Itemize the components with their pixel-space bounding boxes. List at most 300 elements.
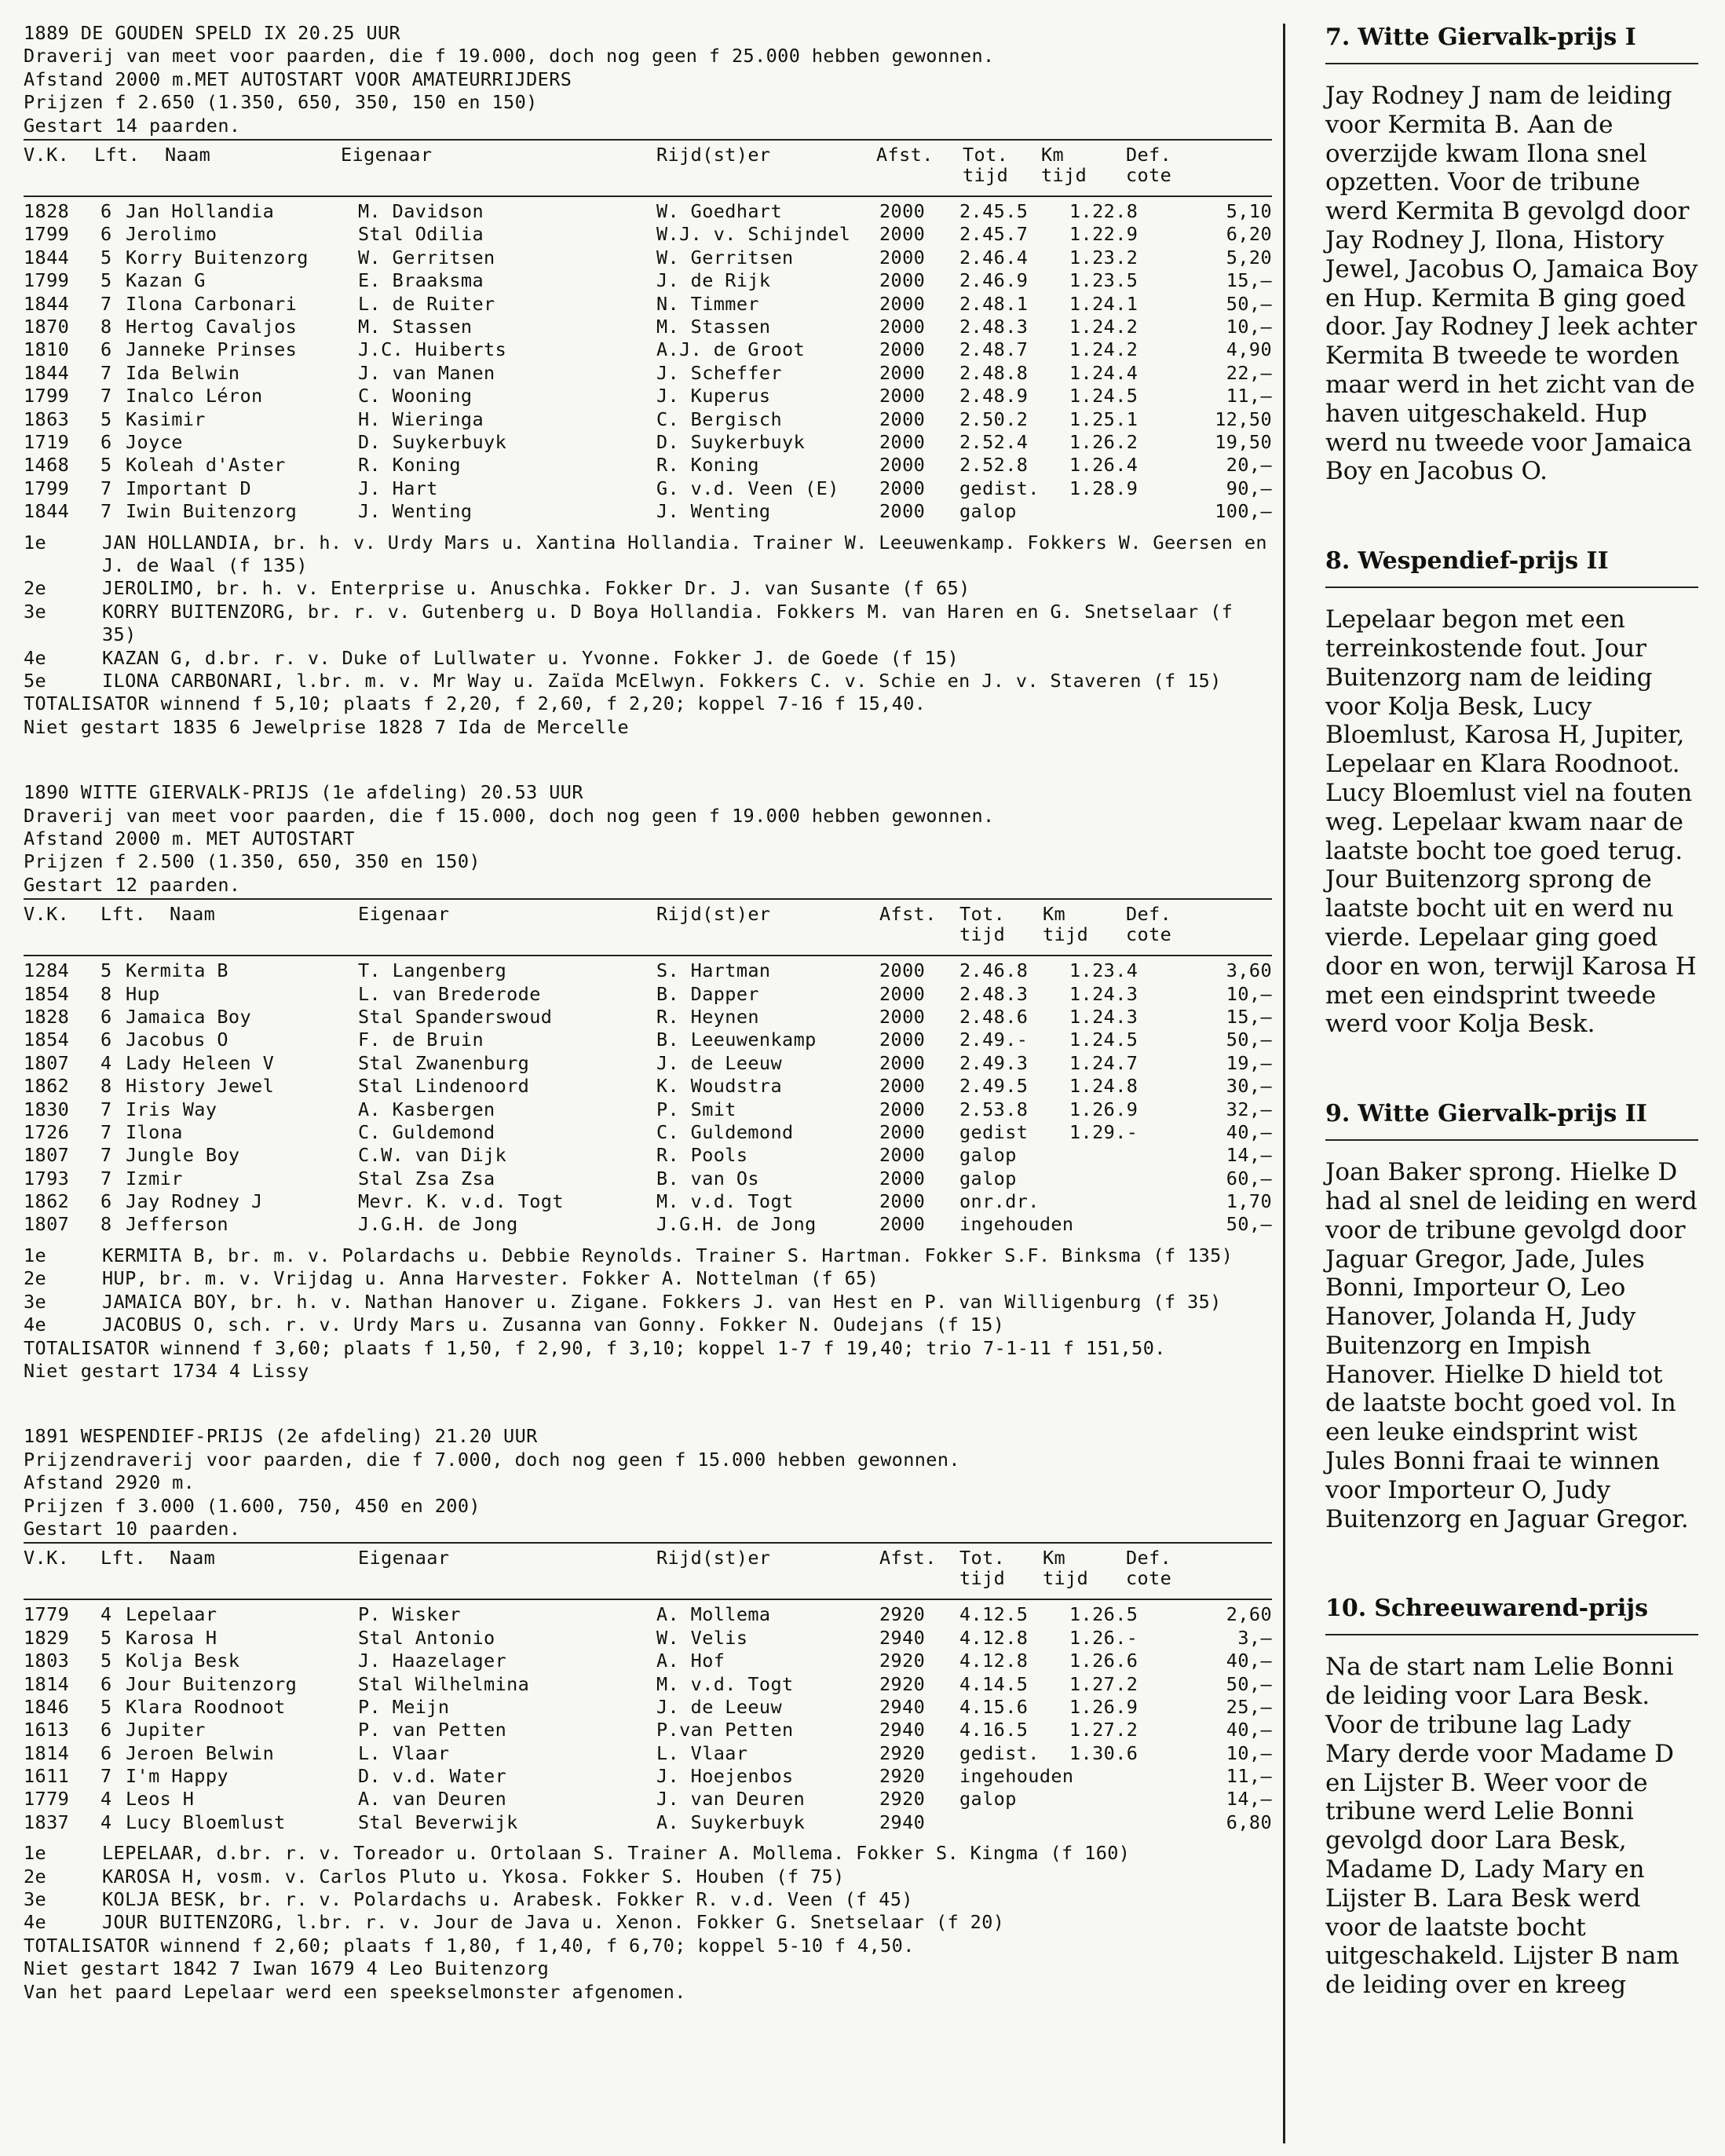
race-prizes: Prijzen f 3.000 (1.600, 750, 450 en 200) <box>24 1494 481 1517</box>
table-row <box>24 316 1272 338</box>
finish-position: 4e <box>24 1911 47 1934</box>
finish-position: 5e <box>24 669 47 692</box>
col-naam: Naam <box>170 903 216 926</box>
distance-cell: 2000 <box>879 982 926 1005</box>
distance-cell: 2000 <box>879 477 926 499</box>
km-time-cell: 1.29.- <box>1069 1120 1138 1143</box>
horse-name-cell: Janneke Prinses <box>126 338 298 361</box>
horse-name-cell: Ilona <box>126 1120 183 1143</box>
finish-description: JAN HOLLANDIA, br. h. v. Urdy Mars u. Xantina Hollandia. Trainer W. Leeuwenkamp. Fokkers W. Geersen en J. de Waal (f 135) <box>102 531 1267 576</box>
table-row <box>24 408 1272 431</box>
owner-cell: Mevr. K. v.d. Togt <box>358 1190 564 1213</box>
owner-cell: J. Wenting <box>358 500 473 523</box>
total-time-cell: 4.14.5 <box>959 1672 1029 1695</box>
total-time-cell: 2.48.8 <box>959 361 1029 384</box>
vk-cell: 1870 <box>24 315 70 338</box>
owner-cell: M. Stassen <box>358 315 473 338</box>
km-time-cell: 1.27.2 <box>1069 1719 1138 1741</box>
race-block <box>24 781 1272 1383</box>
col-rijder: Rijd(st)er <box>656 1547 771 1569</box>
table-row <box>24 1052 1272 1075</box>
horse-name-cell: Korry Buitenzorg <box>126 246 309 269</box>
owner-cell: P. Wisker <box>358 1603 461 1626</box>
driver-cell: D. Suykerbuyk <box>656 430 806 453</box>
col-lft: Lft. <box>101 1547 147 1569</box>
report-title: Wespendief-prijs II <box>1358 547 1609 576</box>
horse-name-cell: Jerolimo <box>126 223 217 246</box>
driver-cell: W. Goedhart <box>656 200 783 223</box>
report-heading <box>1325 1100 1698 1128</box>
finish-description: ILONA CARBONARI, l.br. m. v. Mr Way u. Zaïda McElwyn. Fokkers C. v. Schie en J. v. Staveren (f 15) <box>102 669 1222 692</box>
table-row <box>24 1006 1272 1029</box>
race-title: 1891 WESPENDIEF-PRIJS (2e afdeling) 21.20 UUR <box>24 1425 538 1448</box>
horse-name-cell: Leos H <box>126 1788 195 1811</box>
driver-cell: L. Vlaar <box>656 1741 748 1764</box>
finish-position: 3e <box>24 1888 47 1911</box>
race-starters: Gestart 10 paarden. <box>24 1517 241 1540</box>
distance-cell: 2000 <box>879 1005 926 1028</box>
age-cell: 6 <box>101 338 112 361</box>
total-time-cell: ingehouden <box>959 1765 1074 1788</box>
total-time-cell: 4.12.5 <box>959 1603 1029 1626</box>
finish-entry <box>24 577 1272 600</box>
table-row <box>24 1696 1272 1719</box>
finish-position: 3e <box>24 600 47 623</box>
vk-cell: 1284 <box>24 959 70 982</box>
col-afst: Afst. <box>879 1547 937 1569</box>
table-row <box>24 1788 1272 1811</box>
vk-cell: 1468 <box>24 454 70 477</box>
total-time-cell: 2.48.3 <box>959 982 1029 1005</box>
km-time-cell: 1.22.8 <box>1069 200 1138 223</box>
driver-cell: J. van Deuren <box>656 1788 806 1811</box>
vk-cell: 1611 <box>24 1765 70 1788</box>
odds-cell: 19,50 <box>1215 430 1272 453</box>
driver-cell: R. Heynen <box>656 1005 759 1028</box>
vk-cell: 1830 <box>24 1098 70 1120</box>
total-time-cell: 4.16.5 <box>959 1719 1029 1741</box>
total-time-cell: 2.48.3 <box>959 315 1029 338</box>
owner-cell: C. Wooning <box>358 385 473 407</box>
km-time-cell: 1.26.4 <box>1069 454 1138 477</box>
vk-cell: 1799 <box>24 223 70 246</box>
total-time-cell: 4.15.6 <box>959 1695 1029 1718</box>
col-rijder: Rijd(st)er <box>656 144 771 166</box>
distance-cell: 2000 <box>879 1051 926 1074</box>
horse-name-cell: Jefferson <box>126 1213 228 1236</box>
driver-cell: C. Guldemond <box>656 1120 794 1143</box>
total-time-cell: 2.46.8 <box>959 959 1029 982</box>
distance-cell: 2920 <box>879 1788 926 1811</box>
race-prizes: Prijzen f 2.650 (1.350, 650, 350, 150 en 150) <box>24 91 538 114</box>
km-time-cell: 1.24.7 <box>1069 1051 1138 1074</box>
table-row <box>24 431 1272 454</box>
race-distance: Afstand 2000 m. MET AUTOSTART <box>24 827 355 850</box>
col-rijder: Rijd(st)er <box>656 903 771 926</box>
vk-cell: 1803 <box>24 1650 70 1672</box>
vk-cell: 1828 <box>24 1005 70 1028</box>
total-time-cell: galop <box>959 500 1017 523</box>
finish-list <box>24 532 1272 693</box>
horse-name-cell: Iwin Buitenzorg <box>126 500 298 523</box>
owner-cell: Stal Zsa Zsa <box>358 1167 495 1189</box>
horse-name-cell: Ilona Carbonari <box>126 292 298 315</box>
odds-cell: 5,10 <box>1226 200 1272 223</box>
finish-entry <box>24 1314 1272 1336</box>
distance-cell: 2000 <box>879 959 926 982</box>
col-eigenaar: Eigenaar <box>358 1547 450 1569</box>
vk-cell: 1844 <box>24 292 70 315</box>
col-def: Def. <box>1126 1547 1172 1569</box>
column-divider <box>1283 24 1285 2143</box>
finish-list <box>24 1244 1272 1337</box>
owner-cell: T. Langenberg <box>358 959 507 982</box>
horse-name-cell: Jan Hollandia <box>126 200 275 223</box>
vk-cell: 1814 <box>24 1741 70 1764</box>
table-row <box>24 338 1272 361</box>
age-cell: 7 <box>101 292 112 315</box>
age-cell: 6 <box>101 1029 112 1051</box>
age-cell: 5 <box>101 246 112 269</box>
horse-name-cell: Lucy Bloemlust <box>126 1811 286 1833</box>
horse-name-cell: Jacobus O <box>126 1029 228 1051</box>
table-row <box>24 1765 1272 1788</box>
driver-cell: J. Wenting <box>656 500 771 523</box>
distance-cell: 2000 <box>879 269 926 292</box>
driver-cell: M. v.d. Togt <box>656 1672 794 1695</box>
horse-name-cell: Klara Roodnoot <box>126 1695 286 1718</box>
table-row <box>24 385 1272 407</box>
age-cell: 6 <box>101 1719 112 1741</box>
col-km: Km <box>1043 903 1066 926</box>
vk-cell: 1810 <box>24 338 70 361</box>
finish-entry <box>24 647 1272 670</box>
finish-position: 4e <box>24 1314 47 1336</box>
col-tot-tijd: tijd <box>959 923 1006 946</box>
vk-cell: 1854 <box>24 982 70 1005</box>
driver-cell: M. v.d. Togt <box>656 1190 794 1213</box>
driver-cell: J. de Rijk <box>656 269 771 292</box>
finish-description: KAZAN G, d.br. r. v. Duke of Lullwater u. Yvonne. Fokker J. de Goede (f 15) <box>102 646 959 669</box>
odds-cell: 40,– <box>1226 1650 1272 1672</box>
finish-description: LEPELAAR, d.br. r. v. Toreador u. Ortolaan S. Trainer A. Mollema. Fokker S. Kingma (f 160) <box>102 1842 1131 1865</box>
odds-cell: 2,60 <box>1226 1603 1272 1626</box>
table-row <box>24 1144 1272 1167</box>
driver-cell: C. Bergisch <box>656 407 783 430</box>
table-row <box>24 1190 1272 1213</box>
odds-cell: 4,90 <box>1226 338 1272 361</box>
spacer <box>24 1237 1272 1244</box>
table-row <box>24 269 1272 292</box>
race-conditions: Prijzendraverij voor paarden, die f 7.000, doch nog geen f 15.000 hebben gewonnen. <box>24 1448 960 1471</box>
driver-cell: J. Kuperus <box>656 385 771 407</box>
owner-cell: P. Meijn <box>358 1695 450 1718</box>
distance-cell: 2920 <box>879 1672 926 1695</box>
saliva-test-note: Van het paard Lepelaar werd een speekselmonster afgenomen. <box>24 1980 686 2003</box>
report-title: Witte Giervalk-prijs I <box>1358 24 1636 51</box>
driver-cell: J. Scheffer <box>656 361 783 384</box>
owner-cell: Stal Beverwijk <box>358 1811 518 1833</box>
horse-name-cell: Jeroen Belwin <box>126 1741 275 1764</box>
race-distance: Afstand 2920 m. <box>24 1471 196 1494</box>
total-time-cell: 2.48.1 <box>959 292 1029 315</box>
owner-cell: M. Davidson <box>358 200 484 223</box>
owner-cell: C. Guldemond <box>358 1120 495 1143</box>
owner-cell: F. de Bruin <box>358 1029 484 1051</box>
table-rule <box>24 1542 1272 1544</box>
finish-position: 3e <box>24 1290 47 1313</box>
horse-name-cell: Important D <box>126 477 252 499</box>
report-title: Schreeuwarend-prijs <box>1374 1595 1649 1623</box>
vk-cell: 1844 <box>24 500 70 523</box>
finish-description: JACOBUS O, sch. r. v. Urdy Mars u. Zusanna van Gonny. Fokker N. Oudejans (f 15) <box>102 1314 1005 1336</box>
distance-cell: 2000 <box>879 361 926 384</box>
driver-cell: B. van Os <box>656 1167 759 1189</box>
finish-entry <box>24 1842 1272 1865</box>
totalisator-line: TOTALISATOR winnend f 2,60; plaats f 1,80, f 1,40, f 6,70; koppel 5-10 f 4,50. <box>24 1934 915 1957</box>
spacer <box>24 524 1272 532</box>
total-time-cell: gedist. <box>959 1741 1040 1764</box>
finish-position: 1e <box>24 1842 47 1865</box>
distance-cell: 2000 <box>879 1029 926 1051</box>
total-time-cell: 2.48.9 <box>959 385 1029 407</box>
driver-cell: B. Dapper <box>656 982 759 1005</box>
total-time-cell: 2.49.- <box>959 1029 1029 1051</box>
horse-name-cell: Jungle Boy <box>126 1144 240 1167</box>
horse-name-cell: Iris Way <box>126 1098 217 1120</box>
odds-cell: 30,– <box>1226 1075 1272 1098</box>
col-def-cote: cote <box>1126 164 1172 187</box>
col-eigenaar: Eigenaar <box>341 144 433 166</box>
km-time-cell: 1.23.4 <box>1069 959 1138 982</box>
table-row <box>24 223 1272 246</box>
table-header <box>24 1547 1272 1597</box>
col-afst: Afst. <box>879 903 937 926</box>
distance-cell: 2000 <box>879 407 926 430</box>
vk-cell: 1807 <box>24 1051 70 1074</box>
owner-cell: D. Suykerbuyk <box>358 430 507 453</box>
race-reports-column <box>1325 24 1698 2061</box>
table-row <box>24 477 1272 500</box>
distance-cell: 2000 <box>879 200 926 223</box>
finish-entry <box>24 532 1272 578</box>
table-row <box>24 1029 1272 1051</box>
age-cell: 6 <box>101 1741 112 1764</box>
table-row <box>24 500 1272 523</box>
age-cell: 6 <box>101 223 112 246</box>
table-row <box>24 247 1272 269</box>
col-km-tijd: tijd <box>1043 923 1089 946</box>
table-row <box>24 200 1272 223</box>
col-afst: Afst. <box>876 144 934 166</box>
age-cell: 5 <box>101 1650 112 1672</box>
owner-cell: J. Hart <box>358 477 438 499</box>
km-time-cell: 1.24.5 <box>1069 385 1138 407</box>
distance-cell: 2940 <box>879 1626 926 1649</box>
driver-cell: G. v.d. Veen (E) <box>656 477 839 499</box>
km-time-cell: 1.24.8 <box>1069 1075 1138 1098</box>
finish-position: 2e <box>24 1267 47 1290</box>
age-cell: 5 <box>101 1695 112 1718</box>
odds-cell: 1,70 <box>1226 1190 1272 1213</box>
odds-cell: 32,– <box>1226 1098 1272 1120</box>
table-row <box>24 1168 1272 1190</box>
horse-name-cell: I'm Happy <box>126 1765 228 1788</box>
table-row <box>24 1121 1272 1144</box>
race-conditions: Draverij van meet voor paarden, die f 19.000, doch nog geen f 25.000 hebben gewonnen. <box>24 45 995 68</box>
owner-cell: Stal Antonio <box>358 1626 495 1649</box>
owner-cell: A. Kasbergen <box>358 1098 495 1120</box>
table-row <box>24 362 1272 385</box>
owner-cell: D. v.d. Water <box>358 1765 507 1788</box>
not-started-line: Niet gestart 1734 4 Lissy <box>24 1359 309 1382</box>
age-cell: 5 <box>101 1626 112 1649</box>
table-body <box>24 959 1272 1244</box>
total-time-cell: gedist <box>959 1120 1029 1143</box>
owner-cell: J. van Manen <box>358 361 495 384</box>
finish-entry <box>24 1267 1272 1290</box>
age-cell: 7 <box>101 477 112 499</box>
odds-cell: 22,– <box>1226 361 1272 384</box>
km-time-cell: 1.24.1 <box>1069 292 1138 315</box>
driver-cell: M. Stassen <box>656 315 771 338</box>
report-title: Witte Giervalk-prijs II <box>1358 1100 1647 1128</box>
table-row <box>24 1098 1272 1121</box>
total-time-cell: ingehouden <box>959 1213 1074 1236</box>
driver-cell: J. de Leeuw <box>656 1051 783 1074</box>
distance-cell: 2000 <box>879 1098 926 1120</box>
vk-cell: 1726 <box>24 1120 70 1143</box>
total-time-cell: 2.53.8 <box>959 1098 1029 1120</box>
km-time-cell: 1.26.9 <box>1069 1098 1138 1120</box>
race-title: 1890 WITTE GIERVALK-PRIJS (1e afdeling) 20.53 UUR <box>24 781 583 804</box>
report-text: Jay Rodney J nam de leiding voor Kermita B. Aan de overzijde kwam Ilona snel opzetten. Voor de tribune werd Kermita B gevolgd door Jay Rodney J, Ilona, History Jewel, Jacobus O, Jamaica Boy en Hup. Kermita B ging goed door. Jay Rodney J leek achter Kermita B tweede te worden maar werd in het zicht van de haven uitgeschakeld. Hup werd nu tweede voor Jamaica Boy en Jacobus O. <box>1325 82 1698 486</box>
heading-rule <box>1325 63 1698 64</box>
horse-name-cell: Hup <box>126 982 160 1005</box>
table-row <box>24 1719 1272 1741</box>
driver-cell: N. Timmer <box>656 292 759 315</box>
table-row <box>24 1742 1272 1765</box>
race-report <box>1325 1100 1698 1533</box>
km-time-cell: 1.26.- <box>1069 1626 1138 1649</box>
horse-name-cell: Inalco Léron <box>126 385 263 407</box>
finish-description: JEROLIMO, br. h. v. Enterprise u. Anuschka. Fokker Dr. J. van Susante (f 65) <box>102 577 970 600</box>
distance-cell: 2000 <box>879 223 926 246</box>
report-number: 8. <box>1325 547 1350 576</box>
odds-cell: 50,– <box>1226 1672 1272 1695</box>
table-row <box>24 959 1272 982</box>
vk-cell: 1799 <box>24 269 70 292</box>
total-time-cell: 2.52.8 <box>959 454 1029 477</box>
owner-cell: H. Wieringa <box>358 407 484 430</box>
distance-cell: 2000 <box>879 1075 926 1098</box>
km-time-cell: 1.30.6 <box>1069 1741 1138 1764</box>
horse-name-cell: Jay Rodney J <box>126 1190 263 1213</box>
owner-cell: L. van Brederode <box>358 982 541 1005</box>
heading-rule <box>1325 587 1698 588</box>
odds-cell: 6,20 <box>1226 223 1272 246</box>
total-time-cell: 2.52.4 <box>959 430 1029 453</box>
driver-cell: K. Woudstra <box>656 1075 783 1098</box>
race-report <box>1325 547 1698 1039</box>
total-time-cell: 2.46.4 <box>959 246 1029 269</box>
finish-position: 2e <box>24 1865 47 1887</box>
km-time-cell: 1.24.2 <box>1069 338 1138 361</box>
col-km: Km <box>1043 1547 1066 1569</box>
total-time-cell: galop <box>959 1788 1017 1811</box>
owner-cell: L. de Ruiter <box>358 292 495 315</box>
km-time-cell: 1.28.9 <box>1069 477 1138 499</box>
table-rule <box>24 898 1272 900</box>
report-number: 9. <box>1325 1100 1350 1128</box>
not-started-line: Niet gestart 1842 7 Iwan 1679 4 Leo Buitenzorg <box>24 1957 550 1980</box>
owner-cell: J. Haazelager <box>358 1650 507 1672</box>
age-cell: 6 <box>101 1672 112 1695</box>
finish-entry <box>24 1888 1272 1911</box>
distance-cell: 2000 <box>879 430 926 453</box>
age-cell: 4 <box>101 1603 112 1626</box>
table-rule <box>24 196 1272 197</box>
km-time-cell: 1.26.2 <box>1069 430 1138 453</box>
col-tot: Tot. <box>959 1547 1006 1569</box>
vk-cell: 1844 <box>24 361 70 384</box>
col-def: Def. <box>1126 903 1172 926</box>
age-cell: 8 <box>101 1213 112 1236</box>
total-time-cell: 2.48.7 <box>959 338 1029 361</box>
distance-cell: 2000 <box>879 385 926 407</box>
age-cell: 7 <box>101 500 112 523</box>
race-starters: Gestart 12 paarden. <box>24 873 241 896</box>
driver-cell: W. Gerritsen <box>656 246 794 269</box>
owner-cell: W. Gerritsen <box>358 246 495 269</box>
distance-cell: 2000 <box>879 500 926 523</box>
km-time-cell: 1.23.2 <box>1069 246 1138 269</box>
horse-name-cell: Ida Belwin <box>126 361 240 384</box>
report-number: 10. <box>1325 1595 1367 1623</box>
age-cell: 6 <box>101 1190 112 1213</box>
odds-cell: 100,– <box>1215 500 1272 523</box>
odds-cell: 40,– <box>1226 1719 1272 1741</box>
horse-name-cell: Kazan G <box>126 269 206 292</box>
finish-position: 2e <box>24 577 47 600</box>
odds-cell: 15,– <box>1226 1005 1272 1028</box>
odds-cell: 11,– <box>1226 1765 1272 1788</box>
vk-cell: 1799 <box>24 477 70 499</box>
report-heading <box>1325 24 1698 52</box>
age-cell: 7 <box>101 1765 112 1788</box>
distance-cell: 2940 <box>879 1811 926 1833</box>
vk-cell: 1779 <box>24 1788 70 1811</box>
km-time-cell: 1.26.5 <box>1069 1603 1138 1626</box>
finish-entry <box>24 1291 1272 1314</box>
total-time-cell: 4.12.8 <box>959 1626 1029 1649</box>
age-cell: 5 <box>101 959 112 982</box>
col-km: Km <box>1041 144 1065 166</box>
driver-cell: J. Hoejenbos <box>656 1765 794 1788</box>
km-time-cell: 1.24.3 <box>1069 1005 1138 1028</box>
col-lft: Lft. <box>101 903 147 926</box>
odds-cell: 50,– <box>1226 1213 1272 1236</box>
vk-cell: 1862 <box>24 1075 70 1098</box>
odds-cell: 10,– <box>1226 315 1272 338</box>
odds-cell: 25,– <box>1226 1695 1272 1718</box>
age-cell: 5 <box>101 407 112 430</box>
age-cell: 4 <box>101 1811 112 1833</box>
odds-cell: 60,– <box>1226 1167 1272 1189</box>
age-cell: 4 <box>101 1051 112 1074</box>
col-tot-tijd: tijd <box>963 164 1009 187</box>
vk-cell: 1807 <box>24 1144 70 1167</box>
